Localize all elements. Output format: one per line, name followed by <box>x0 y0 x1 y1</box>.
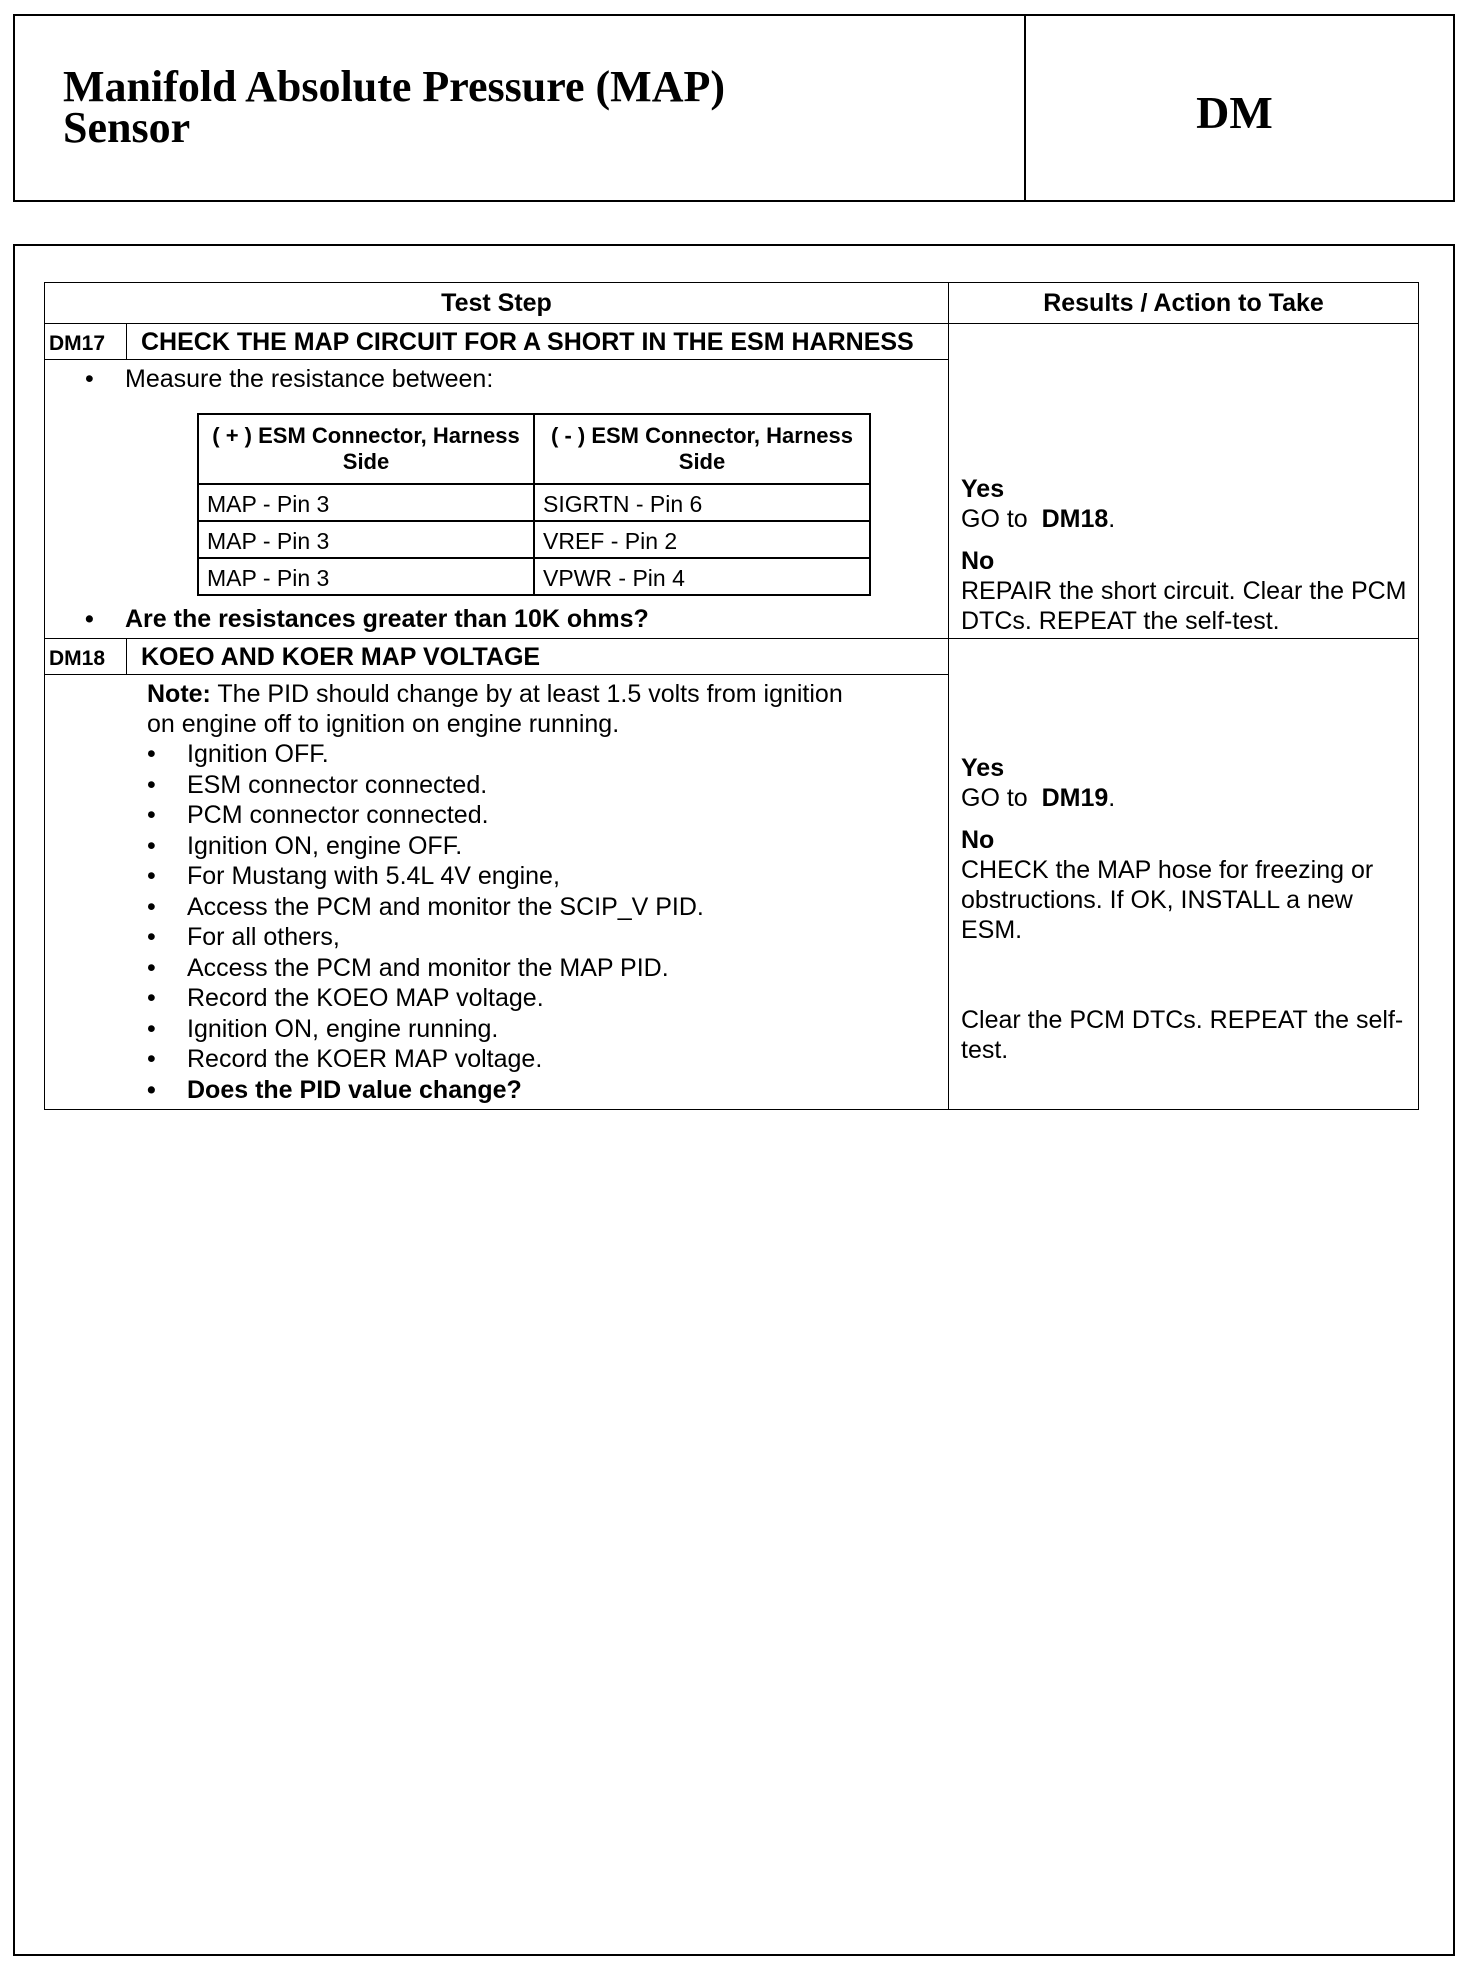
section-code: DM <box>1196 86 1273 138</box>
yes-label: Yes <box>961 475 1005 503</box>
bullet-item: • Measure the resistance between: <box>83 364 938 395</box>
bullet-item: • Ignition ON, engine running. <box>145 1014 938 1045</box>
no-label: No <box>961 547 995 575</box>
col-header-plus: ( + ) ESM Connector, Harness Side <box>198 414 534 484</box>
bullet-item: • Record the KOER MAP voltage. <box>145 1044 938 1075</box>
no-label: No <box>961 826 995 854</box>
step-dm18-results <box>949 639 1419 1110</box>
no-action: CHECK the MAP hose for freezing or obstructions. If OK, INSTALL a new ESM. <box>961 856 1374 944</box>
bullet-item: • For all others, <box>145 922 938 953</box>
col-header-results: Results / Action to Take <box>949 283 1419 324</box>
question-item: • Are the resistances greater than 10K ohms? <box>83 604 938 635</box>
yes-action: GO to DM18. <box>961 505 1116 533</box>
step-id: DM18 <box>45 639 127 675</box>
col-header-minus: ( - ) ESM Connector, Harness Side <box>534 414 870 484</box>
header-title-box <box>15 16 1026 200</box>
note-text: The PID should change by at least 1.5 volts from ignition on engine off to ignition on engine running. <box>147 680 843 738</box>
page-title-line-1: Manifold Absolute Pressure (MAP) <box>63 62 725 111</box>
page-header <box>13 14 1455 202</box>
step-title: KOEO AND KOER MAP VOLTAGE <box>127 639 949 675</box>
step-dm17-results <box>949 324 1419 639</box>
table-row <box>198 558 870 595</box>
table-header-row <box>45 283 1419 324</box>
bullet-item: • PCM connector connected. <box>145 800 938 831</box>
table-row <box>198 521 870 558</box>
note <box>147 679 867 739</box>
yes-action-target: DM18 <box>1041 505 1109 533</box>
page-title <box>63 62 1024 152</box>
col-header-test-step: Test Step <box>45 283 949 324</box>
cell-minus: VPWR - Pin 4 <box>534 558 870 595</box>
resistance-header-row <box>198 414 870 484</box>
test-step-table <box>44 282 1419 1110</box>
bullet-item: • Access the PCM and monitor the MAP PID. <box>145 953 938 984</box>
table-row <box>198 484 870 521</box>
yes-action-target: DM19 <box>1041 784 1109 812</box>
cell-plus: MAP - Pin 3 <box>198 484 534 521</box>
yes-action: GO to DM19. <box>961 784 1116 812</box>
step-dm17-body <box>45 360 949 639</box>
step-dm18-body <box>45 675 949 1110</box>
resistance-table <box>197 413 871 596</box>
yes-action-prefix: GO to <box>961 505 1028 533</box>
cell-plus: MAP - Pin 3 <box>198 521 534 558</box>
step-title: CHECK THE MAP CIRCUIT FOR A SHORT IN THE ESM HARNESS <box>127 324 949 360</box>
cell-minus: SIGRTN - Pin 6 <box>534 484 870 521</box>
yes-action-prefix: GO to <box>961 784 1028 812</box>
step-dm18-title-row <box>45 639 1419 675</box>
no-action-followup: Clear the PCM DTCs. REPEAT the self-test. <box>961 1006 1404 1064</box>
question-item: • Does the PID value change? <box>145 1075 938 1106</box>
bullet-item: • Ignition OFF. <box>145 739 938 770</box>
cell-plus: MAP - Pin 3 <box>198 558 534 595</box>
no-action: REPAIR the short circuit. Clear the PCM DTCs. REPEAT the self-test. <box>961 577 1407 635</box>
page-title-line-2: Sensor <box>63 103 191 152</box>
yes-label: Yes <box>961 754 1005 782</box>
bullet-item: • Record the KOEO MAP voltage. <box>145 983 938 1014</box>
step-id: DM17 <box>45 324 127 360</box>
bullet-item: • For Mustang with 5.4L 4V engine, <box>145 861 938 892</box>
step-dm17-title-row <box>45 324 1419 360</box>
bullet-item: • Access the PCM and monitor the SCIP_V PID. <box>145 892 938 923</box>
note-label: Note: <box>147 680 211 708</box>
bullet-item: • ESM connector connected. <box>145 770 938 801</box>
cell-minus: VREF - Pin 2 <box>534 521 870 558</box>
bullet-item: • Ignition ON, engine OFF. <box>145 831 938 862</box>
